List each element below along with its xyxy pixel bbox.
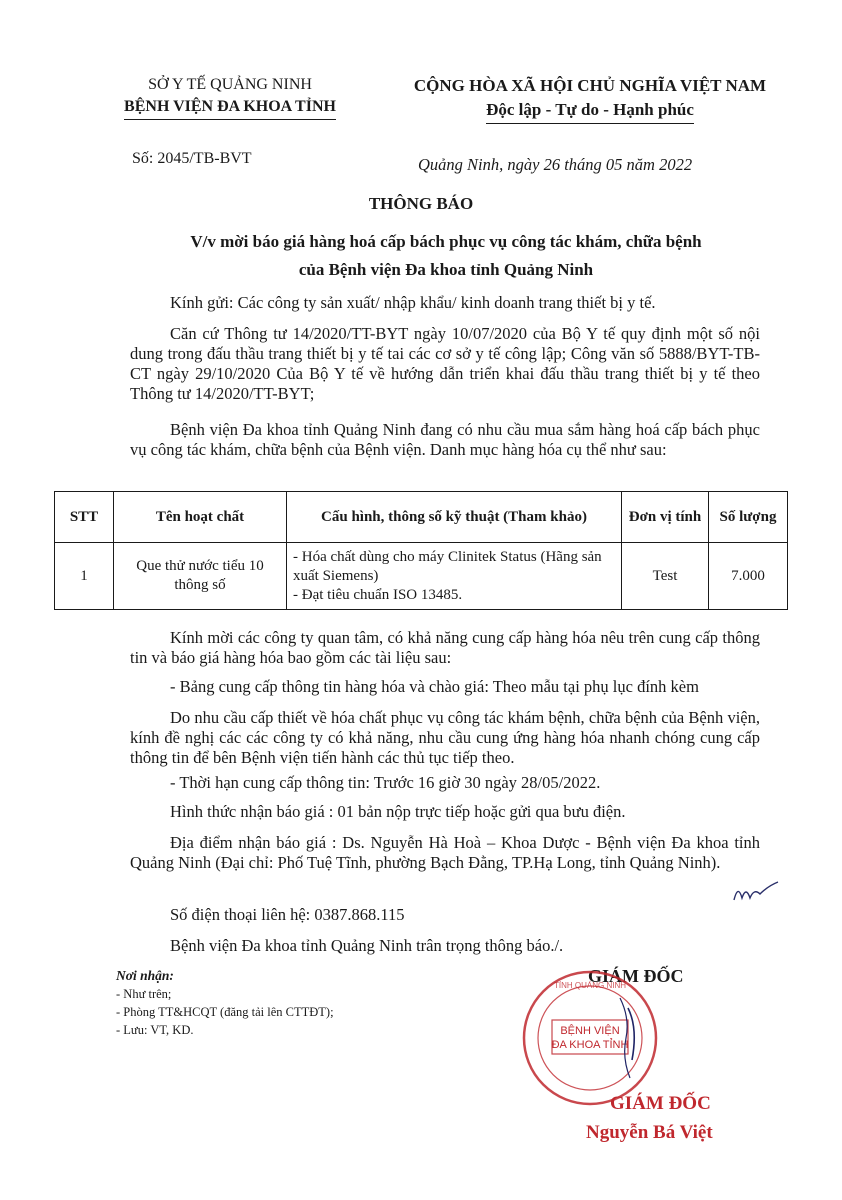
spec-line-1: - Hóa chất dùng cho máy Clinitek Status (Hãng sản xuất Siemens) [293, 548, 602, 584]
deadline-line: - Thời hạn cung cấp thông tin: Trước 16 giờ 30 ngày 28/05/2022. [170, 773, 601, 792]
signer-position: GIÁM ĐỐC [588, 966, 684, 986]
recipient-item: - Như trên; [116, 987, 172, 1001]
signer-title-stamped: GIÁM ĐỐC [610, 1093, 711, 1114]
national-motto: Độc lập - Tự do - Hạnh phúc [486, 98, 694, 124]
items-table [54, 491, 788, 610]
phone-line: Số điện thoại liên hệ: 0387.868.115 [170, 905, 405, 924]
subject-line-2: của Bệnh viện Đa khoa tỉnh Quảng Ninh [298, 260, 594, 279]
official-stamp [520, 968, 660, 1108]
cell-unit: Test [622, 543, 709, 610]
issuing-org [80, 74, 380, 120]
cell-qty: 7.000 [709, 543, 788, 610]
header-name: Tên hoạt chất [114, 492, 287, 543]
spec-line-2: - Đạt tiêu chuẩn ISO 13485. [293, 586, 463, 603]
stamp-outer-text: TỈNH QUẢNG NINH [554, 981, 626, 990]
document-date: Quảng Ninh, ngày 26 tháng 05 năm 2022 [418, 155, 693, 174]
legal-basis-paragraph: Căn cứ Thông tư 14/2020/TT-BYT ngày 10/07/2020 của Bộ Y tế quy định một số nội dung trong đấu thầu trang thiết bị y tế tai các cơ sở y tế công lập; Công văn số 5888/BYT-TB-CT ngày 29/10/2020 Của Bộ Y tế về hướng dẫn triển khai đấu thầu trang thiết bị y tế theo Thông tư 14/2020/TT-BYT; [130, 324, 760, 403]
document-subject [150, 228, 742, 284]
header-stt: STT [55, 492, 114, 543]
recipient-item: - Phòng TT&HCQT (đăng tải lên CTTĐT); [116, 1005, 334, 1019]
subject-line-1: V/v mời báo giá hàng hoá cấp bách phục vụ công tác khám, chữa bệnh [190, 232, 702, 251]
initial-mark [732, 878, 780, 906]
cell-stt: 1 [55, 543, 114, 610]
country-name: CỘNG HÒA XÃ HỘI CHỦ NGHĨA VIỆT NAM [413, 76, 767, 95]
header-spec: Cấu hình, thông số kỹ thuật (Tham khảo) [287, 492, 622, 543]
hospital-name: BỆNH VIỆN ĐA KHOA TỈNH [124, 96, 336, 120]
table-header-row [55, 492, 788, 543]
recipients-block [116, 967, 334, 1039]
document-title: THÔNG BÁO [368, 194, 474, 213]
header-unit: Đơn vị tính [622, 492, 709, 543]
document-item: - Bảng cung cấp thông tin hàng hóa và chào giá: Theo mẫu tại phụ lục đính kèm [170, 677, 699, 696]
stamp-text-1: BỆNH VIỆN [560, 1025, 620, 1037]
signer-name: Nguyễn Bá Việt [586, 1122, 713, 1143]
recipient-item: - Lưu: VT, KD. [116, 1023, 194, 1037]
cell-name: Que thử nước tiểu 10 thông số [114, 543, 287, 610]
stamp-text-2: ĐA KHOA TỈNH [551, 1039, 629, 1051]
ministry-name: SỞ Y TẾ QUẢNG NINH [148, 76, 312, 93]
invite-paragraph: Kính mời các công ty quan tâm, có khả năng cung cấp hàng hóa nêu trên cung cấp thông tin và báo giá hàng hóa bao gồm các tài liệu sau: [130, 628, 760, 667]
document-number: Số: 2045/TB-BVT [132, 150, 252, 167]
header-qty: Số lượng [709, 492, 788, 543]
cell-spec [287, 543, 622, 610]
closing-line: Bệnh viện Đa khoa tỉnh Quảng Ninh trân trọng thông báo./. [170, 936, 564, 955]
location-paragraph: Địa điểm nhận báo giá : Ds. Nguyễn Hà Hoà – Khoa Dược - Bệnh viện Đa khoa tỉnh Quảng Ninh (Đại chỉ: Phố Tuệ Tĩnh, phường Bạch Đằng, TP.Hạ Long, tỉnh Quảng Ninh). [130, 833, 760, 872]
urgency-paragraph: Do nhu cầu cấp thiết về hóa chất phục vụ công tác khám bệnh, chữa bệnh của Bệnh viện, kính đề nghị các các công ty có khả năng, nhu cầu cung ứng hàng hóa nhanh chóng cung cấp thông tin để bên Bệnh viện tiến hành các thủ tục tiếp theo. [130, 708, 760, 767]
method-line: Hình thức nhận báo giá : 01 bản nộp trực tiếp hoặc gửi qua bưu điện. [170, 802, 626, 821]
need-paragraph: Bệnh viện Đa khoa tỉnh Quảng Ninh đang có nhu cầu mua sắm hàng hoá cấp bách phục vụ công tác khám, chữa bệnh của Bệnh viện. Danh mục hàng hóa cụ thể như sau: [130, 420, 760, 459]
recipients-heading: Nơi nhận: [116, 968, 174, 983]
national-header [385, 74, 795, 124]
greeting-paragraph: Kính gửi: Các công ty sản xuất/ nhập khẩu/ kinh doanh trang thiết bị y tế. [170, 293, 656, 312]
table-row [55, 543, 788, 610]
